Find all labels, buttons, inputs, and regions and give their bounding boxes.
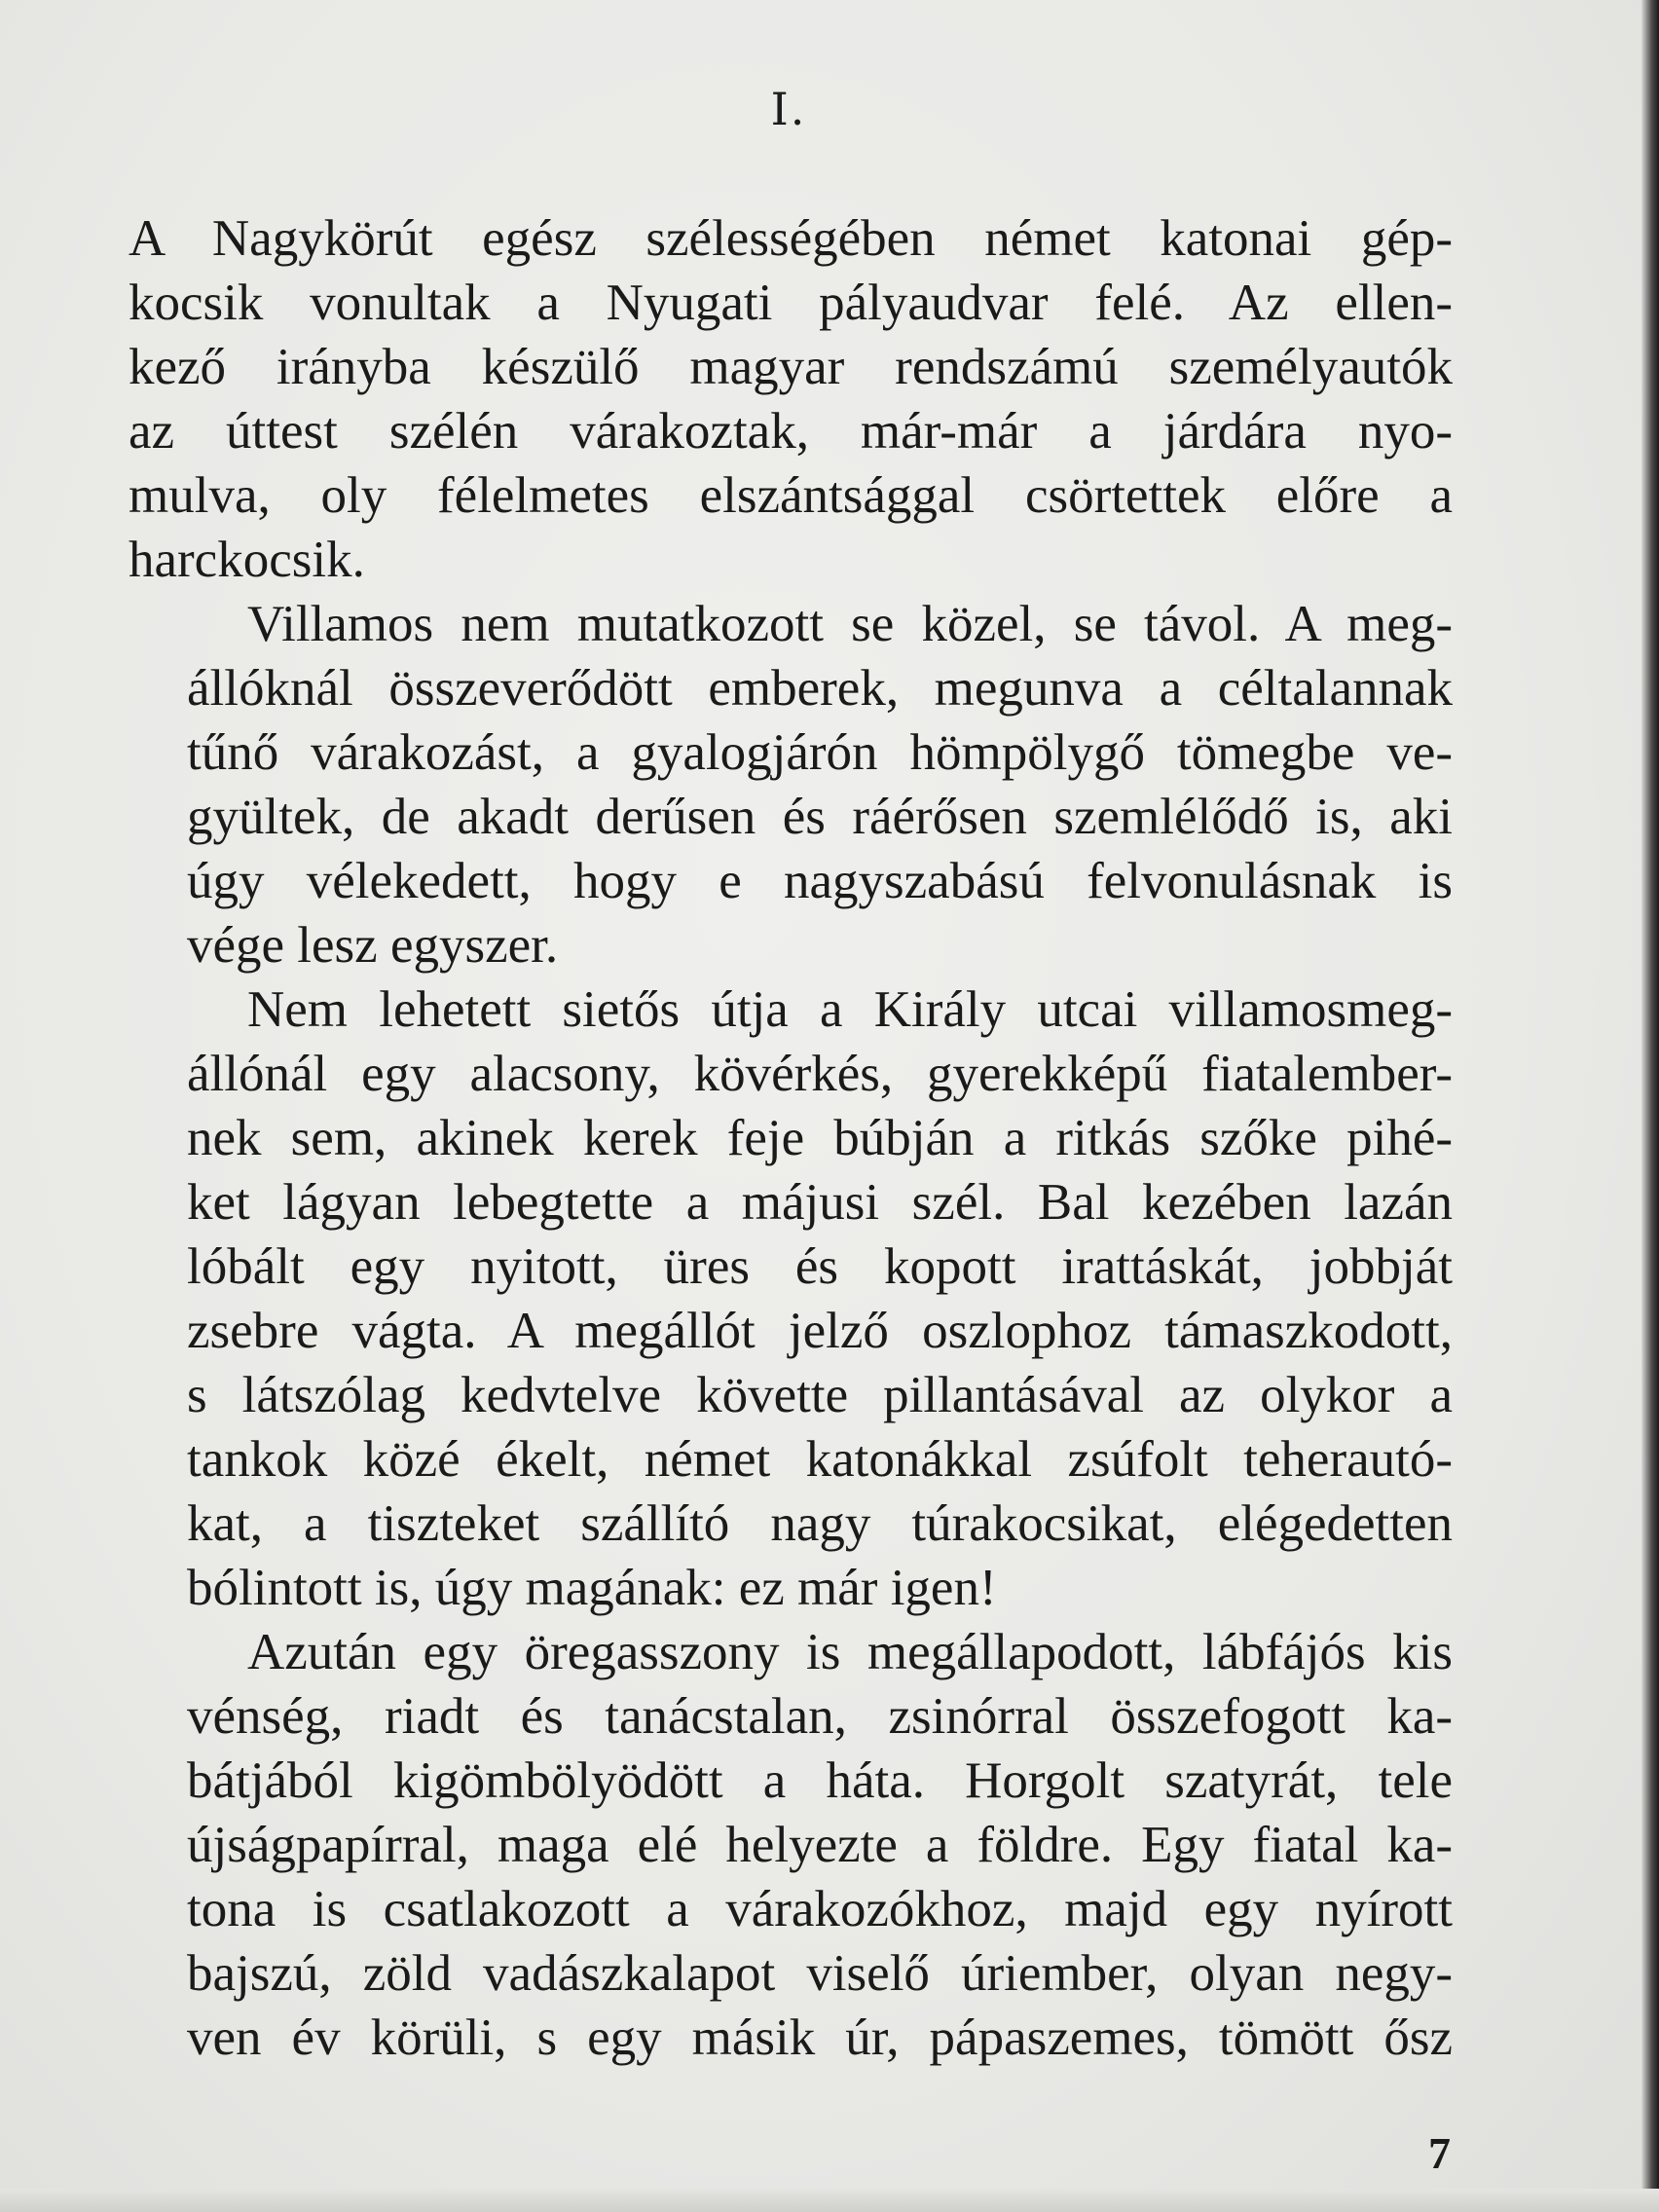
page-number: 7 <box>1428 2128 1451 2178</box>
chapter-number: I. <box>770 83 807 135</box>
text-line: harckocsik. <box>129 532 365 588</box>
text-line: ven év körüli, s egy másik úr, pápaszemes, tömött ősz <box>187 2009 1453 2066</box>
text-line: Azután egy öregasszony is megállapodott, lábfájós kis <box>247 1624 1453 1680</box>
text-line: tona is csatlakozott a várakozókhoz, majd egy nyírott <box>187 1881 1453 1937</box>
text-line: állónál egy alacsony, kövérkés, gyerekképű fiatalember- <box>187 1046 1453 1102</box>
text-line: vége lesz egyszer. <box>187 917 559 974</box>
text-line: lóbált egy nyitott, üres és kopott irattáskát, jobbját <box>187 1238 1453 1295</box>
paragraph-2 <box>129 592 1453 977</box>
text-line: zsebre vágta. A megállót jelző oszlophoz támaszkodott, <box>187 1303 1453 1359</box>
text-line: bajszú, zöld vadászkalapot viselő úriember, olyan negy- <box>187 1945 1453 2002</box>
text-line: ket lágyan lebegtette a májusi szél. Bal kezében lazán <box>187 1174 1453 1231</box>
text-line: nek sem, akinek kerek feje búbján a ritkás szőke pihé- <box>187 1110 1453 1166</box>
text-line: gyültek, de akadt derűsen és ráérősen szemlélődő is, aki <box>187 789 1453 845</box>
text-line: s látszólag kedvtelve követte pillantásával az olykor a <box>187 1367 1453 1423</box>
text-line: az úttest szélén várakoztak, már-már a járdára nyo- <box>129 403 1453 460</box>
text-line: Villamos nem mutatkozott se közel, se távol. A meg- <box>247 596 1453 652</box>
paragraph-4 <box>129 1620 1453 2070</box>
page-edge-shadow <box>1641 0 1659 2212</box>
text-line: bólintott is, úgy magának: ez már igen! <box>187 1560 997 1616</box>
text-line: mulva, oly félelmetes elszántsággal csörtettek előre a <box>129 467 1453 524</box>
text-line: vénség, riadt és tanácstalan, zsinórral összefogott ka- <box>187 1688 1453 1745</box>
text-line: kező irányba készülő magyar rendszámú személyautók <box>129 339 1453 395</box>
text-line: állóknál összeverődött emberek, megunva a céltalannak <box>187 660 1453 717</box>
text-line: tankok közé ékelt, német katonákkal zsúfolt teherautó- <box>187 1431 1453 1488</box>
text-line: kat, a tiszteket szállító nagy túrakocsikat, elégedetten <box>187 1495 1453 1552</box>
text-line: Nem lehetett sietős útja a Király utcai villamosmeg- <box>247 981 1453 1038</box>
bottom-edge <box>0 2189 1659 2212</box>
text-line: úgy vélekedett, hogy e nagyszabású felvonulásnak is <box>187 853 1453 909</box>
text-line: újságpapírral, maga elé helyezte a földre. Egy fiatal ka- <box>187 1817 1453 1873</box>
body-text <box>129 206 1453 2070</box>
text-line: bátjából kigömbölyödött a háta. Horgolt szatyrát, tele <box>187 1752 1453 1809</box>
text-line: tűnő várakozást, a gyalogjárón hömpölygő tömegbe ve- <box>187 724 1453 781</box>
text-line: kocsik vonultak a Nyugati pályaudvar felé. Az ellen- <box>129 275 1453 331</box>
text-line: A Nagykörút egész szélességében német katonai gép- <box>129 210 1453 267</box>
paragraph-3 <box>129 977 1453 1620</box>
paragraph-1 <box>129 206 1453 592</box>
